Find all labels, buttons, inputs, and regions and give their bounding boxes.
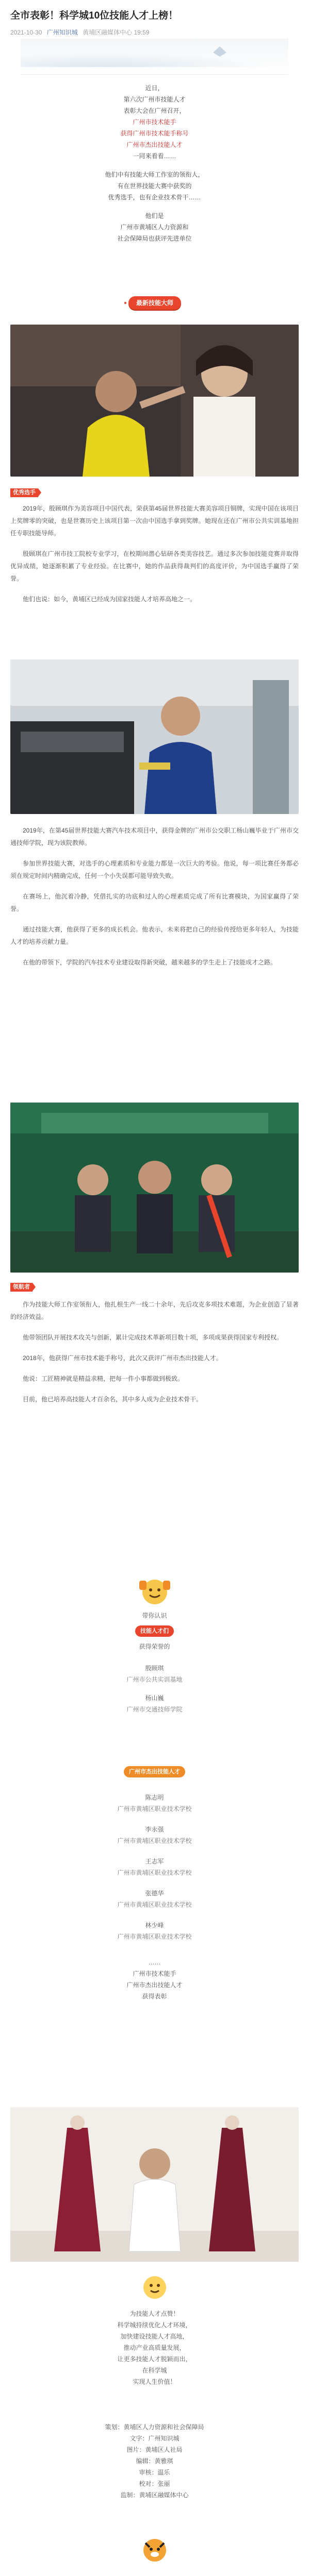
article-header <box>0 0 309 39</box>
intro-small: 广州市黄埔区人力资源和 <box>120 224 189 231</box>
credit-line: 策划：黄埔区人力资源和社会保障局 <box>105 2424 204 2431</box>
profile-text <box>10 1298 299 1414</box>
honoree-org: 广州市黄埔区职业技术学校 <box>117 1837 192 1844</box>
intro-text <box>0 82 309 244</box>
intro-line: 优秀选手，也有企业技术骨干…… <box>108 194 201 201</box>
article-date: 2021-10-30 <box>10 29 42 36</box>
paragraph: 通过技能大赛，他获得了更多的成长机会。他表示，未来将把自己的经验传授给更多年轻人，为技能人才的培养贡献力量。 <box>10 926 299 945</box>
paragraph: 他说：工匠精神就是精益求精，把每一件小事都做到极致。 <box>23 1375 184 1382</box>
intro-line: 一同来看看…… <box>133 152 176 160</box>
intro-line: 他们是 <box>145 212 164 219</box>
closing-line: 推动产业高质量发展， <box>123 2344 186 2351</box>
caption-pill: 广州市杰出技能人才 <box>124 1766 185 1777</box>
caption: 获得荣誉的 <box>139 1643 170 1650</box>
closing-line: 为技能人才点赞！ <box>129 2310 180 2317</box>
honoree-list <box>0 1762 309 2002</box>
photo-fashion-design <box>10 2107 299 2262</box>
profile-text <box>10 502 299 614</box>
honoree-org: 广州市公共实训基地 <box>126 1676 183 1683</box>
credit-line: 监制：黄埔区融媒体中心 <box>120 2492 189 2499</box>
honoree-name: 王志军 <box>145 1858 164 1865</box>
article-source-link[interactable]: 广州知识城 <box>46 29 78 36</box>
honoree-name: 殷顾琪 <box>145 1665 164 1672</box>
photo-auto-mechanic <box>10 659 299 814</box>
honoree-org: 广州市黄埔区职业技术学校 <box>117 1869 192 1876</box>
paragraph: 2018年，他获得广州市技术能手称号，此次又获评广州市杰出技能人才。 <box>23 1354 222 1362</box>
intro-highlight: 获得广州市技术能手称号 <box>120 130 189 137</box>
thumbs-up-icon <box>138 1577 171 1605</box>
header-banner-image <box>21 39 288 75</box>
credit-line: 文字：广州知识城 <box>129 2435 180 2442</box>
section-title-pill: 最新技能大师 <box>128 296 181 310</box>
paragraph: 在他的带领下，学院的汽车技术专业建设取得新突破，越来越多的学生走上了技能成才之路。 <box>23 959 277 966</box>
profile-tag: 优秀选手 <box>10 488 38 497</box>
intro-line: 有在世界技能大赛中获奖的 <box>117 182 192 190</box>
caption: 广州市技术能手 <box>133 1970 176 1977</box>
closing-line: 让更多技能人才脱颖而出， <box>117 2355 192 2363</box>
honoree-name: 李永强 <box>145 1826 164 1833</box>
article-title: 全市表彰！科学城10位技能人才上榜！ <box>10 10 178 21</box>
closing-line: 科学城持续优化人才环境， <box>117 2321 192 2329</box>
credits <box>0 2421 309 2501</box>
caption: …… <box>148 1959 161 1966</box>
tiger-mascot-icon <box>138 2535 171 2564</box>
intro-highlight: 广州市技术能手 <box>133 118 176 126</box>
credit-line: 图片：黄埔区人社局 <box>126 2446 183 2453</box>
paragraph: 参加世界技能大赛，对选手的心理素质和专业能力都是一次巨大的考验。他说，每一项比赛任务都必须在规定时间内精确完成，任何一个小失误都可能导致失败。 <box>10 860 299 879</box>
intro-line: 第六次广州市技能人才 <box>123 96 186 103</box>
article-time: 19:59 <box>134 29 150 36</box>
honoree-name: 杨山巍 <box>145 1694 164 1702</box>
profile-text <box>10 824 299 977</box>
honoree-list <box>0 1610 309 1715</box>
paragraph: 殷顾琪在广州市技工院校专业学习，在校期间潜心钻研各类美容技艺。通过多次参加技能竞赛并取得优异成绩，她逐渐积累了专业经验。在比赛中，她的作品获得裁判们的高度评价，为中国选手赢得了荣誉。 <box>10 550 299 582</box>
paragraph: 作为技能大师工作室领衔人，他扎根生产一线二十余年，先后攻克多项技术难题，为企业创造了显著的经济效益。 <box>10 1301 299 1320</box>
credit-line: 审核：温乐 <box>139 2469 170 2476</box>
intro-line: 近日， <box>145 84 164 92</box>
profile-tag: 领航者 <box>10 1283 32 1292</box>
caption: 带你认识 <box>142 1612 167 1619</box>
clapping-icon <box>138 2272 171 2301</box>
article-meta <box>10 28 299 37</box>
caption: 获得表彰 <box>142 1993 167 2000</box>
paragraph: 2019年，在第45届世界技能大赛汽车技术项目中，获得金牌的广州市公交职工杨山巍毕业于广州市交通技师学院，现为该院教师。 <box>10 827 299 846</box>
honoree-name: 张德华 <box>145 1890 164 1897</box>
paragraph: 目前，他已培养高技能人才百余名，其中多人成为企业技术骨干。 <box>23 1396 203 1403</box>
honoree-org: 广州市交通技师学院 <box>126 1706 183 1713</box>
honoree-name: 林少峰 <box>145 1922 164 1929</box>
article-author: 黄埔区融媒体中心 <box>83 29 133 36</box>
paragraph: 他们也说：如今，黄埔区已经成为国家技能人才培养高地之一。 <box>23 596 197 603</box>
intro-small: 社会保障局也获评先进单位 <box>117 235 192 242</box>
closing-line: 加快建设技能人才高地， <box>120 2333 189 2340</box>
photo-beauty-contest <box>10 325 299 477</box>
paragraph: 在赛场上，他沉着冷静，凭借扎实的功底和过人的心理素质完成了所有比赛模块，为国家赢得了荣誉。 <box>10 893 299 912</box>
honoree-org: 广州市黄埔区职业技术学校 <box>117 1805 192 1812</box>
caption-pill: 技能人才们 <box>135 1625 174 1637</box>
intro-line: 表彰大会在广州召开， <box>123 107 186 114</box>
honoree-org: 广州市黄埔区职业技术学校 <box>117 1933 192 1940</box>
honoree-name: 陈志明 <box>145 1794 164 1801</box>
intro-highlight: 广州市杰出技能人才 <box>126 141 183 148</box>
caption: 广州市杰出技能人才 <box>126 1981 183 1989</box>
credit-line: 校对：张丽 <box>139 2480 170 2487</box>
closing-line: 实现人生价值！ <box>133 2378 176 2385</box>
credit-line: 编辑：黄雅琪 <box>136 2458 173 2465</box>
closing-text <box>0 2308 309 2387</box>
intro-line: 他们中有技能大师工作室的领衔人， <box>105 171 204 178</box>
honoree-org: 广州市黄埔区职业技术学校 <box>117 1901 192 1908</box>
paragraph: 2019年，殷顾琪作为美容项目中国代表，荣获第45届世界技能大赛美容项目铜牌，实现中国在该项目上奖牌零的突破，也是世赛历史上该项目第一次由中国选手拿到奖牌。她现在还在广州市公共实训基地担任专职技能导师。 <box>10 505 299 537</box>
paragraph: 他带领团队开展技术攻关与创新，累计完成技术革新项目数十项，多项成果获得国家专利授权。 <box>23 1334 283 1341</box>
photo-award-ceremony <box>10 1103 299 1273</box>
closing-line: 在科学城 <box>142 2367 167 2374</box>
